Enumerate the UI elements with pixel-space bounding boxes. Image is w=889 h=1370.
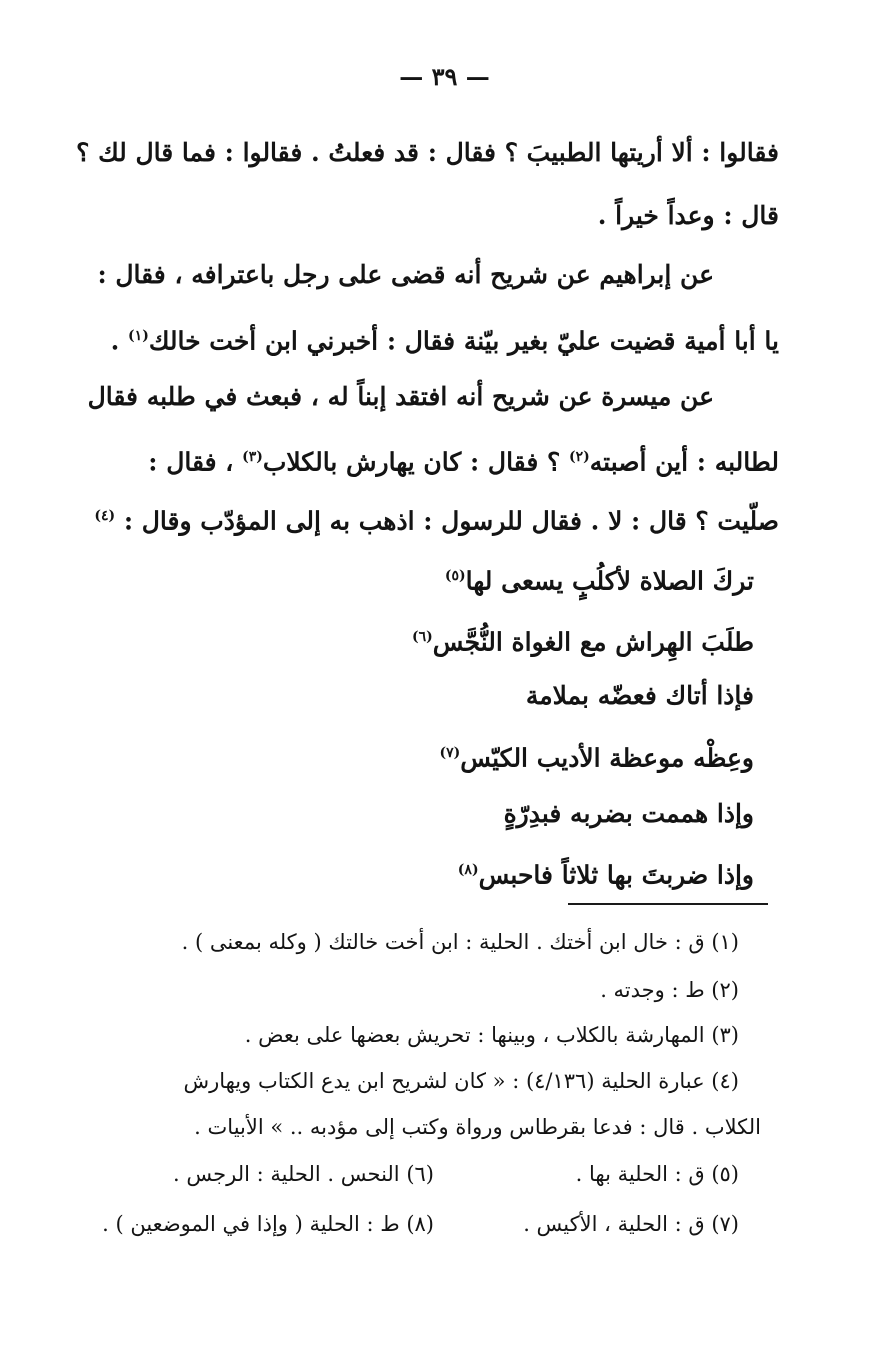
verse-1-text: تركَ الصلاة لأكلُبٍ يسعى لها bbox=[465, 566, 754, 596]
footnote-ref-2: (٢) bbox=[568, 449, 590, 465]
footnote-4-continued: الكلاب . قال : فدعا بقرطاس ورواة وكتب إلى مؤدبه .. » الأبيات . bbox=[194, 1115, 761, 1139]
body-line-5: عن ميسرة عن شريح أنه افتقد إبناً له ، فبعث في طلبه فقال bbox=[87, 382, 714, 411]
body-line-7-text: صلّيت ؟ قال : لا . فقال للرسول : اذهب به إلى المؤدّب وقال : bbox=[123, 506, 779, 536]
verse-2-text: طلَبَ الهِراش مع الغواة النُّجَّس bbox=[432, 627, 754, 657]
footnote-ref-7: (٧) bbox=[439, 745, 461, 761]
footnote-ref-8: (٨) bbox=[457, 862, 479, 878]
footnote-ref-1: (١) bbox=[128, 328, 149, 344]
verse-2 bbox=[54, 617, 754, 662]
body-line-7 bbox=[79, 496, 779, 541]
verse-3: فإذا أتاك فعضّه بملامة bbox=[525, 681, 754, 710]
footnote-ref-6: (٦) bbox=[411, 629, 433, 645]
body-line-6c: ، فقال : bbox=[148, 447, 243, 477]
verse-1 bbox=[54, 556, 754, 601]
page-number: — ٣٩ — bbox=[399, 62, 490, 91]
footnote-divider bbox=[568, 903, 768, 905]
body-line-4-text: يا أبا أمية قضيت عليّ بغير بيّنة فقال : أخبرني ابن أخت خالك bbox=[148, 326, 779, 356]
footnote-8: (٨) ط : الحلية ( وإذا في الموضعين ) . bbox=[102, 1212, 434, 1236]
verse-6-text: وإذا ضربتَ بها ثلاثاً فاحبس bbox=[478, 860, 754, 890]
verse-5: وإذا هممت بضربه فبدِرّةٍ bbox=[503, 799, 754, 828]
body-line-6b: ؟ فقال : كان يهارش بالكلاب bbox=[262, 447, 569, 477]
verse-4-text: وعِظْه موعظة الأديب الكيّس bbox=[460, 743, 754, 773]
footnote-ref-4: (٤) bbox=[94, 508, 116, 524]
verse-4 bbox=[54, 733, 754, 778]
footnote-6: (٦) النحس . الحلية : الرجس . bbox=[173, 1162, 434, 1186]
body-line-4 bbox=[79, 316, 779, 361]
body-line-6 bbox=[79, 437, 779, 482]
footnote-7: (٧) ق : الحلية ، الأكيس . bbox=[523, 1212, 739, 1236]
body-line-2: قال : وعداً خيراً . bbox=[597, 201, 779, 230]
footnote-5: (٥) ق : الحلية بها . bbox=[575, 1162, 739, 1186]
footnote-ref-5: (٥) bbox=[444, 568, 466, 584]
body-line-4-end: . bbox=[110, 326, 129, 356]
footnote-ref-3: (٣) bbox=[242, 449, 263, 465]
footnote-1: (١) ق : خال ابن أختك . الحلية : ابن أخت خالتك ( وكله بمعنى ) . bbox=[181, 930, 739, 954]
footnote-3: (٣) المهارشة بالكلاب ، وبينها : تحريش بعضها على بعض . bbox=[244, 1023, 739, 1047]
verse-6 bbox=[54, 850, 754, 895]
footnote-2: (٢) ط : وجدته . bbox=[600, 978, 739, 1002]
footnote-4: (٤) عبارة الحلية (٤/١٣٦) : « كان لشريح ابن يدع الكتاب ويهارش bbox=[183, 1069, 739, 1093]
body-line-1: فقالوا : ألا أريتها الطبيبَ ؟ فقال : قد فعلتُ . فقالوا : فما قال لك ؟ bbox=[76, 138, 779, 167]
body-line-6a: لطالبه : أين أصبته bbox=[589, 447, 779, 477]
body-line-3: عن إبراهيم عن شريح أنه قضى على رجل باعترافه ، فقال : bbox=[97, 260, 714, 289]
